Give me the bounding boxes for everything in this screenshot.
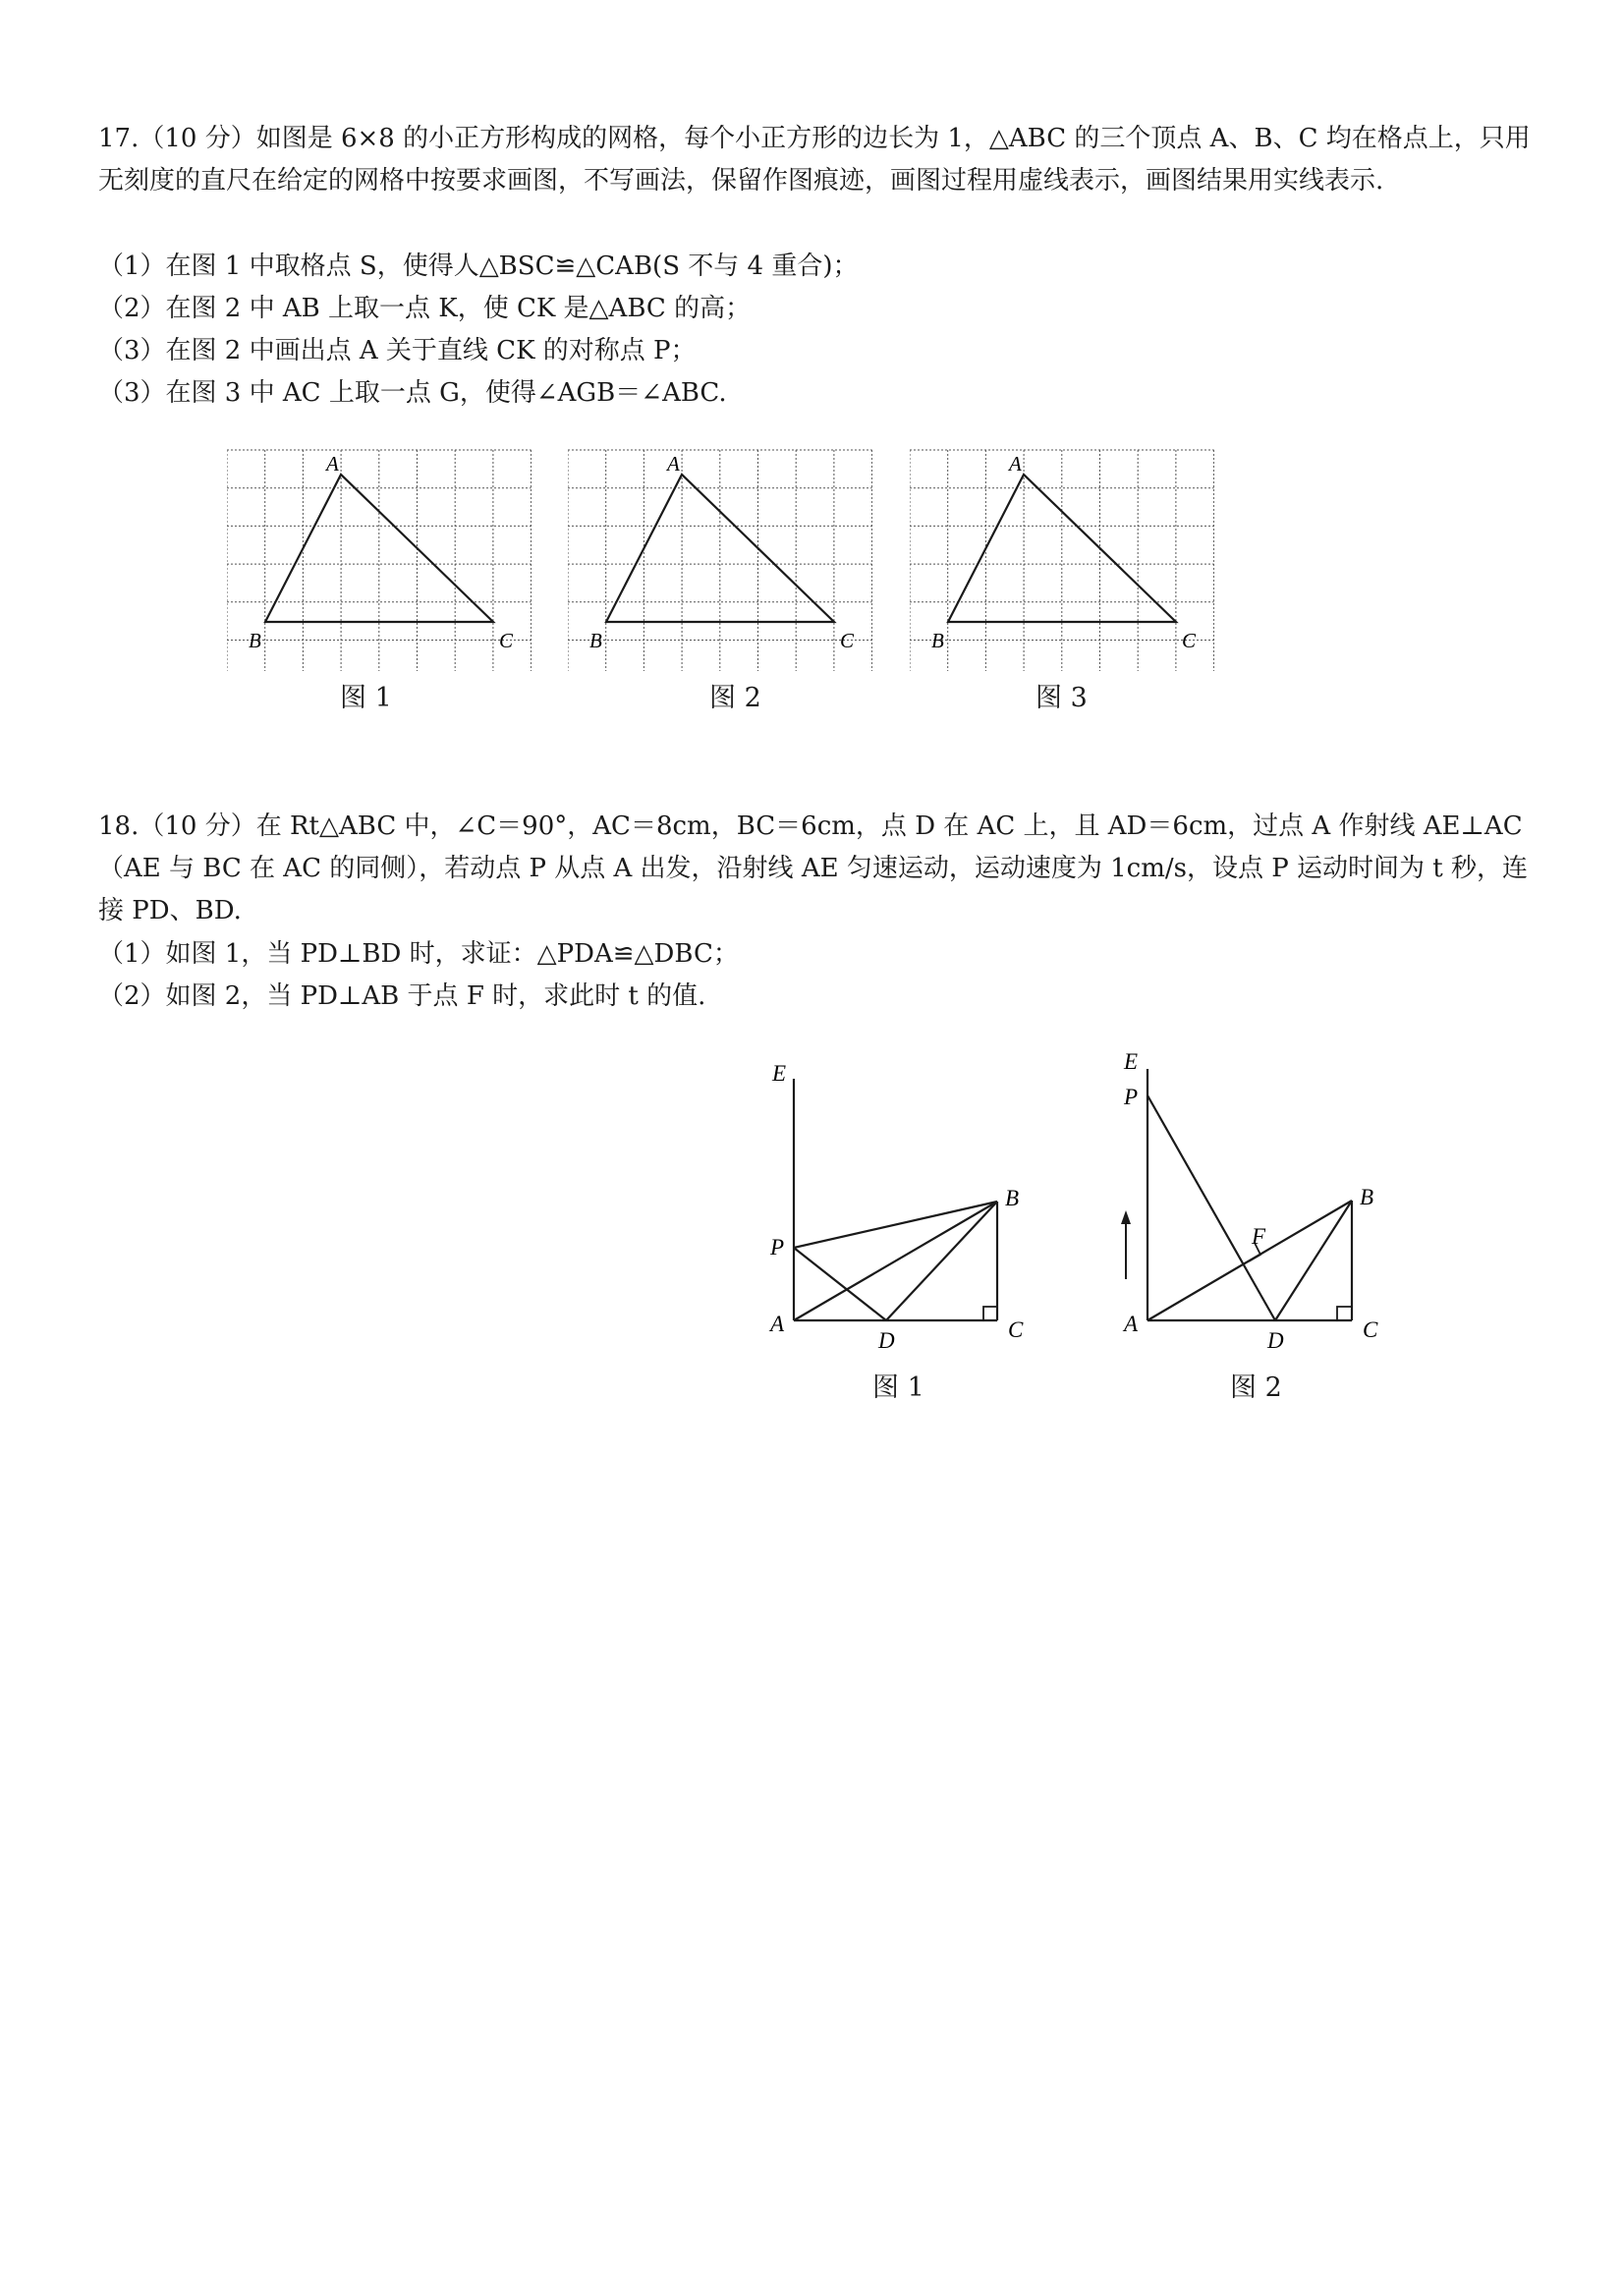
q18-stem: 18.（10 分）在 Rt△ABC 中，∠C＝90°，AC＝8cm，BC＝6cm，点 D 在 AC 上，且 AD＝6cm，过点 A 作射线 AE⊥AC（AE 与 BC 在 AC 的同侧），若动点 P 从点 A 出发，沿射线 AE 匀速运动，运动速度为 1cm/s，设点 P 运动时间为 t 秒，连接 PD、BD. — [98, 812, 1528, 925]
q17-item-1: （1）在图 1 中取格点 S，使得人△BSC≌△CAB(S 不与 4 重合)； — [98, 252, 859, 281]
q17-stem: 17.（10 分）如图是 6×8 的小正方形构成的网格，每个小正方形的边长为 1，△ABC 的三个顶点 A、B、C 均在格点上，只用无刻度的直尺在给定的网格中按要求画图，不写画法，保留作图痕迹，画图过程用虚线表示，画图结果用实线表示. — [98, 124, 1531, 196]
label-b: B — [1360, 1185, 1374, 1209]
label-a: A — [326, 452, 339, 476]
q17-figure-1 — [227, 435, 532, 671]
segment-pd — [794, 1248, 886, 1320]
segment-db — [886, 1202, 997, 1320]
segment-pb — [794, 1202, 997, 1248]
label-b: B — [1005, 1186, 1020, 1210]
q17-figure-2 — [568, 435, 872, 671]
q17-item-3: （3）在图 2 中画出点 A 关于直线 CK 的对称点 P； — [98, 336, 697, 365]
label-c: C — [1363, 1317, 1378, 1342]
segment-ab — [794, 1202, 997, 1320]
q17-caption-2: 图 2 — [709, 683, 761, 713]
label-c: C — [499, 629, 514, 652]
label-a: A — [1124, 1312, 1139, 1336]
segment-pd — [1147, 1095, 1275, 1320]
label-d: D — [1267, 1328, 1284, 1353]
label-d: D — [878, 1328, 895, 1353]
q18-item-2: （2）如图 2，当 PD⊥AB 于点 F 时，求此时 t 的值. — [98, 981, 706, 1011]
grid — [910, 450, 1214, 671]
arrow-up-icon — [1121, 1210, 1131, 1224]
label-p: P — [1124, 1085, 1139, 1109]
grid — [568, 450, 872, 671]
q17-caption-3: 图 3 — [1035, 683, 1088, 713]
label-c: C — [840, 629, 855, 652]
grid — [227, 450, 532, 671]
label-a: A — [667, 452, 680, 476]
label-a: A — [1009, 452, 1022, 476]
q17-figure-3 — [910, 435, 1214, 671]
q18-item-1: （1）如图 1，当 PD⊥BD 时，求证：△PDA≌△DBC； — [98, 939, 739, 969]
right-angle-mark — [983, 1307, 997, 1320]
q17-item-2: （2）在图 2 中 AB 上取一点 K，使 CK 是△ABC 的高； — [98, 294, 752, 323]
q18-caption-1: 图 1 — [872, 1372, 924, 1403]
label-c: C — [1008, 1317, 1024, 1342]
q18-caption-2: 图 2 — [1230, 1372, 1282, 1403]
q18-figure-1 — [756, 1061, 1041, 1356]
label-a: A — [770, 1312, 785, 1336]
label-f: F — [1252, 1224, 1266, 1249]
right-angle-mark-c — [1337, 1307, 1352, 1320]
q17-caption-1: 图 1 — [340, 683, 392, 713]
label-b: B — [931, 629, 944, 652]
label-p: P — [770, 1235, 785, 1260]
label-b: B — [589, 629, 602, 652]
label-e: E — [772, 1061, 787, 1086]
label-c: C — [1182, 629, 1197, 652]
q17-item-4: （3）在图 3 中 AC 上取一点 G，使得∠AGB＝∠ABC. — [98, 378, 727, 408]
label-b: B — [249, 629, 261, 652]
label-e: E — [1124, 1051, 1139, 1074]
q18-figure-2 — [1110, 1051, 1395, 1356]
segment-db — [1275, 1201, 1352, 1320]
